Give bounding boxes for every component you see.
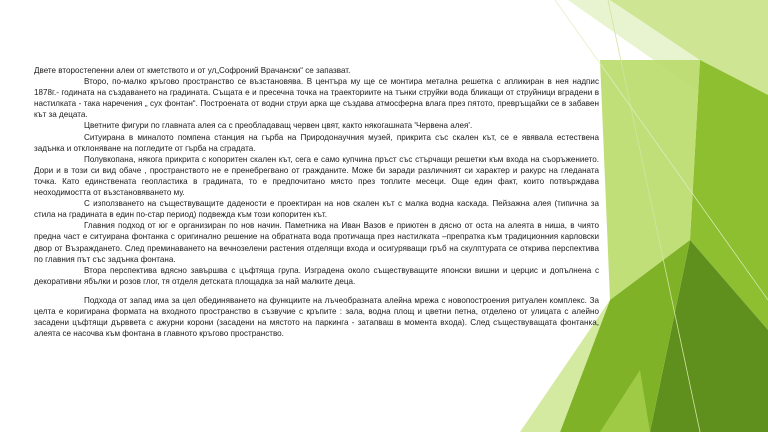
paragraph: Втора перспектива вдясно завършва с цъфтяща група. Изградена около съществуващите японски вишни и церцис и допълнена с декоративни ябълки и розов глог, тя отделя детската площадка за най малките деца. [34, 265, 599, 286]
paragraph: Ситуирана в миналото помпена станция на гърба на Природонаучния музей, прикрита със скален кът, се е явявала естествена задънка и отклоняване на погледите от гърба на сградата. [34, 132, 599, 153]
paragraph: С използването на съществуващите дадености е проектиран на нов скален кът с малка водна каскада. Пейзажна алея (типична за стила на градината в един по-стар период) подвежда към този копоритен кът. [34, 199, 599, 220]
paragraph: Двете второстепенни алеи от кметството и от ул„Софроний Врачански“ се запазват. [34, 66, 351, 75]
paragraph: Второ, по-малко кръгово пространство се възстановява. В центъра му ще се монтира металнa решетка с апликиран в нея надпис 1878г.- годината на създаването на градината. Същата е и пресечна точка на траекториите на тънки струйки вода бликащи от струйници вградени в настилката - така наречения „ сух фонтан“. Построената от водни струи арка ще създава атмосферна влага през пятото, превръщайки се в забавен кът за децата. [34, 77, 599, 120]
body-text [34, 65, 599, 339]
paragraph: Полувкопана, някога прикрита с копоритен скален кът, сега е само купчина пръст със стърчащи решетки към входа на съоръжението. Дори и в този си вид обаче , пространството не е пренебрегвано от гражданите. Може би заради различният си характер и ракурс на гледаната точка. Като единствената геопластика в градината, то е предпочитано място през топлите месеци. Още един факт, които потвърждава неоходимостта от възстановяването му. [34, 154, 599, 198]
paragraph: Цветните фигури по главната алея са с преобладаващ червен цвят, както някогашната 'Червена алея'. [84, 121, 473, 131]
paragraph: Подхода от запад има за цел обединяването на функциите на лъчеобразната алейна мрежа с новопостроения ритуален комплекс. За целта е коригирана формата на входното пространство в съзвучие с кръпите : зала, водна площ и цветни петна, отделено от улицата с алейно засадени цъфтящи дърввета с ажурни корони (засадени на мястото на паркинга - затапваш в момента входа). След съществуващата фонтанка, алеята се насочва към фонтана в главното кръгово пространство. [34, 295, 599, 339]
paragraph: Главния подход от юг е организиран по нов начин. Паметника на Иван Вазов е приютен в дясно от оста на алеята в ниша, в чиято предна част е ситуирана фонтанка с оригинално решение на обратната вода протичаща през настилката –препратка към традиционния карловски двор от Възраждането. След преминаването на вечнозелени растения отделящи входа и осигуряващи гръб на скулптурата се открива перспектива по главния път със задънка фонтана. [34, 221, 599, 264]
